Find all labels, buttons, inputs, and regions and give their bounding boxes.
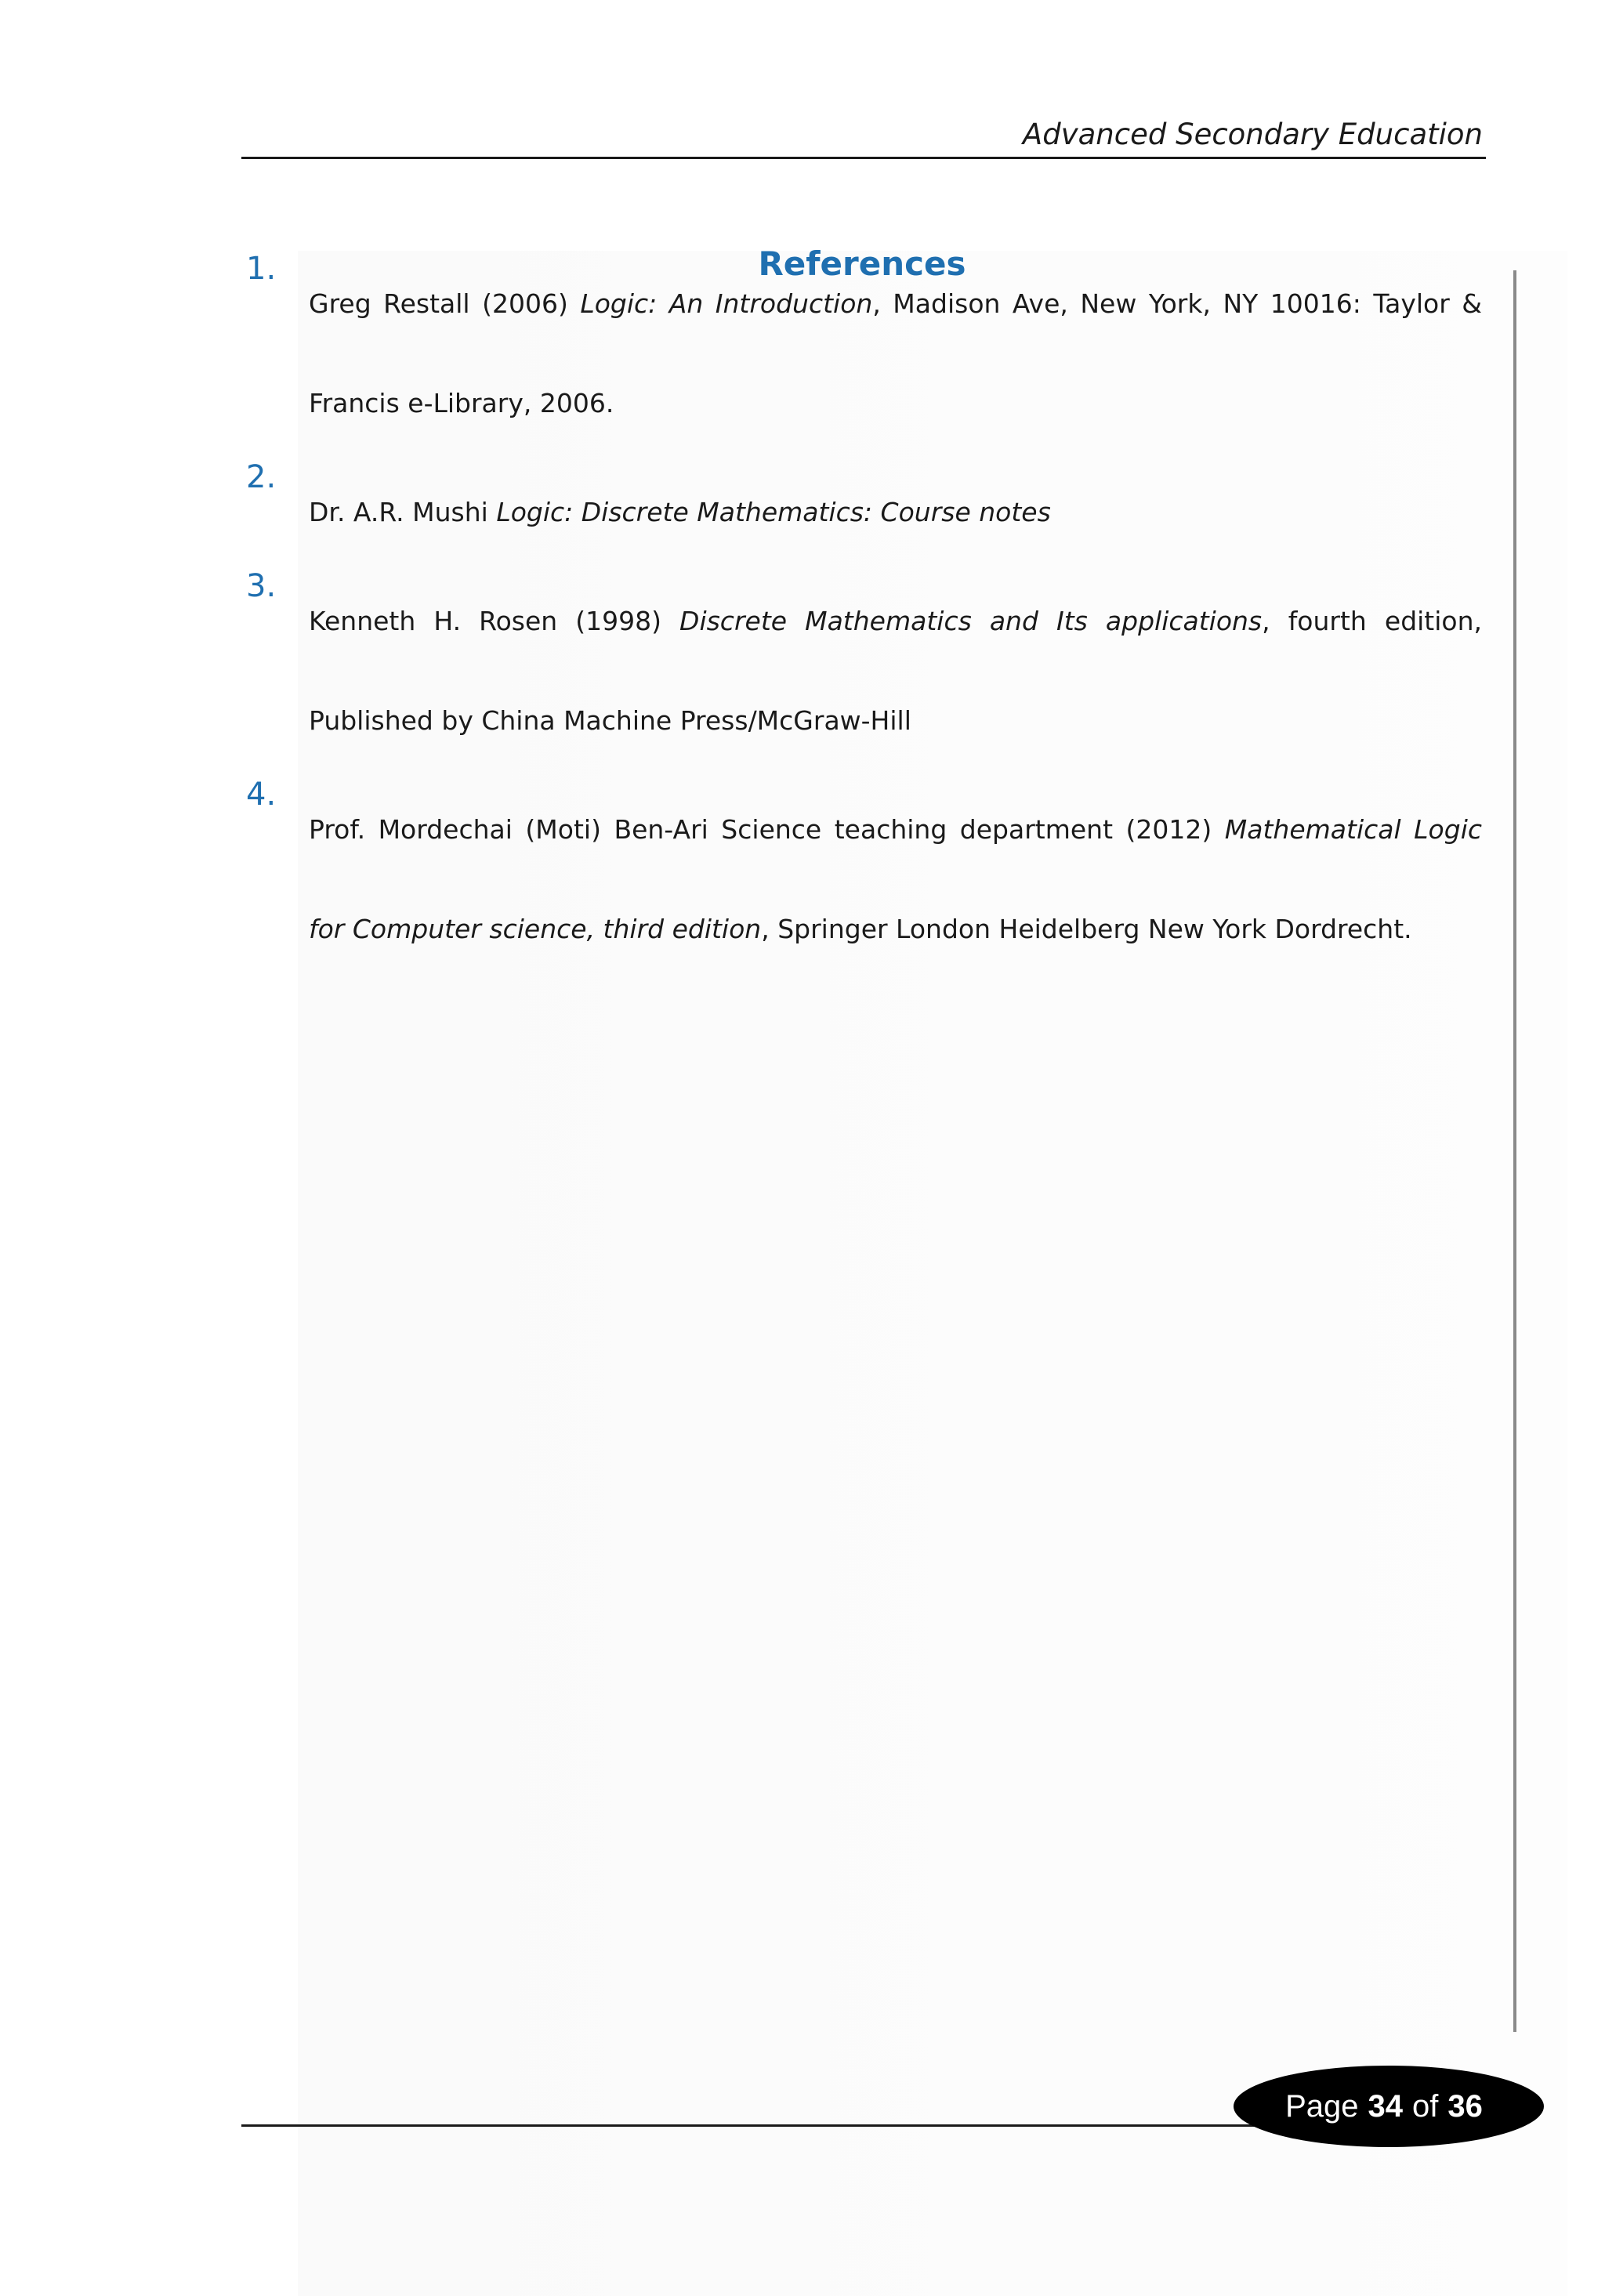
reference-title: Mathematical Logic for Computer science, third edition xyxy=(309,814,1483,944)
page-number-badge xyxy=(1234,2066,1544,2147)
reference-text xyxy=(309,462,1482,562)
page-title: References xyxy=(758,244,966,283)
reference-title: Logic: An Introduction xyxy=(580,288,873,319)
reference-details: , fourth edition, Published by China Machine Press/McGraw-Hill xyxy=(309,606,1483,736)
running-header: Advanced Secondary Education xyxy=(1022,118,1483,151)
reference-authors: Dr. A.R. Mushi xyxy=(309,497,497,527)
page-of: of xyxy=(1412,2088,1439,2124)
reference-number: 4. xyxy=(246,777,277,813)
reference-title: Logic: Discrete Mathematics: Course notes xyxy=(496,497,1051,527)
reference-authors: Greg Restall (2006) xyxy=(309,288,581,319)
header-divider xyxy=(241,157,1486,159)
reference-text xyxy=(309,254,1482,453)
reference-item xyxy=(241,459,1482,562)
reference-item xyxy=(241,777,1483,979)
right-margin-rule xyxy=(1513,270,1516,2032)
reference-details: , Springer London Heidelberg New York Dordrecht. xyxy=(761,914,1412,944)
reference-item xyxy=(241,251,1483,453)
reference-number: 1. xyxy=(246,251,277,287)
page-total: 36 xyxy=(1447,2088,1483,2124)
reference-number: 3. xyxy=(246,568,277,604)
reference-item xyxy=(241,568,1483,770)
reference-authors: Kenneth H. Rosen (1998) xyxy=(309,606,680,636)
page-label: Page xyxy=(1285,2088,1359,2124)
page-current: 34 xyxy=(1368,2088,1404,2124)
reference-number: 2. xyxy=(246,459,277,495)
reference-details: , Madison Ave, New York, NY 10016: Taylor & Francis e-Library, 2006. xyxy=(309,288,1483,418)
reference-title: Discrete Mathematics and Its applications xyxy=(679,606,1263,636)
reference-text xyxy=(309,571,1482,770)
reference-authors: Prof. Mordechai (Moti) Ben-Ari Science teaching department (2012) xyxy=(309,814,1225,845)
reference-text xyxy=(309,780,1482,979)
